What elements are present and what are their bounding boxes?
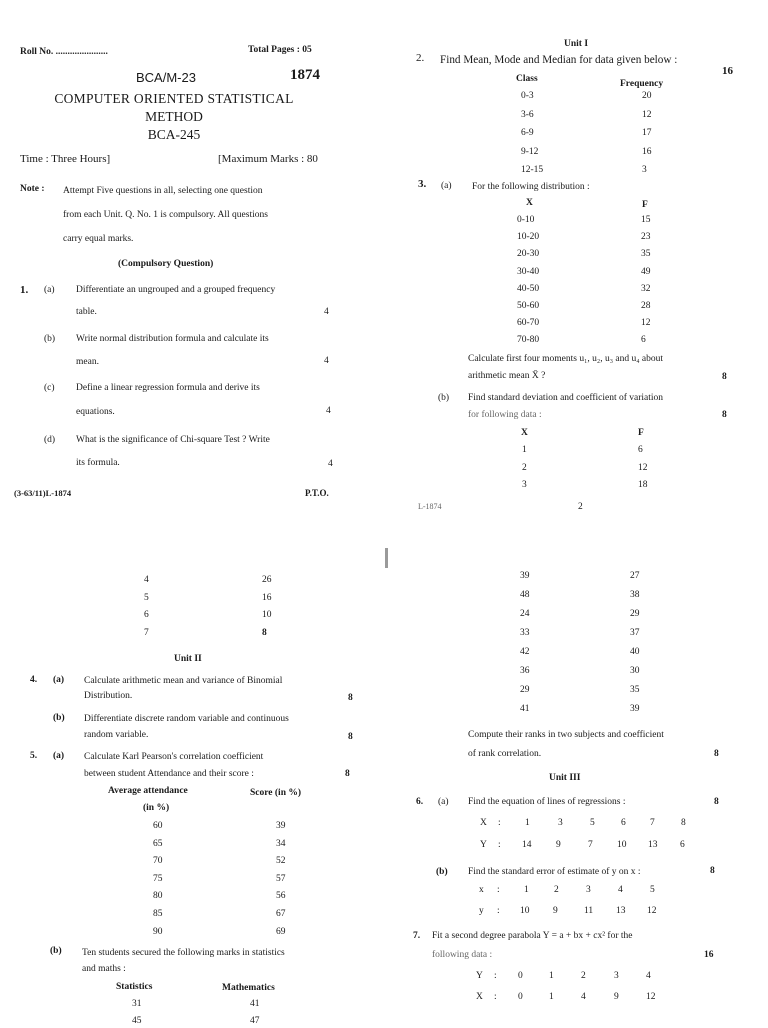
q5a-table-cell: 80 xyxy=(153,891,163,902)
q6a-x-colon: : xyxy=(498,818,501,828)
q7-y-label: Y xyxy=(476,971,483,981)
q4a-line-1: Calculate arithmetic mean and variance of Binomial xyxy=(84,676,283,686)
q3a-table-cell: 40-50 xyxy=(517,283,540,294)
q5a-table-cell: 34 xyxy=(276,838,286,849)
q6a-y-value: 6 xyxy=(680,840,685,850)
q3-number: 3. xyxy=(418,178,427,190)
q5a-header-score: Score (in %) xyxy=(250,788,302,798)
q5-number: 5. xyxy=(30,751,38,761)
q3b-table-cell: 12 xyxy=(638,462,648,473)
q7-y-colon: : xyxy=(494,971,497,981)
q5a-table-cell: 57 xyxy=(276,873,286,884)
q6a-x-value: 6 xyxy=(621,818,626,828)
q3a-table-cell: 28 xyxy=(641,301,651,311)
note-line-1: Attempt Five questions in all, selecting one question xyxy=(63,186,263,196)
q1c-marks: 4 xyxy=(326,406,331,416)
q3b-line-2: for following data : xyxy=(468,410,542,420)
q6a-x-value: 8 xyxy=(681,818,686,828)
q3a-after-line-1: Calculate first four moments u₁, u₂, u₃ and u₄ about xyxy=(468,354,664,364)
q6a-x-value: 7 xyxy=(650,818,655,828)
q5b-continued-cell: 35 xyxy=(630,685,640,695)
q3a-table-cell: 0-10 xyxy=(517,215,535,225)
q3b-continued-cell: 16 xyxy=(262,592,272,603)
q3a-table-cell: 30-40 xyxy=(517,266,540,277)
q1a-label: (a) xyxy=(44,285,55,295)
q3a-header-x: X xyxy=(526,198,533,208)
q7-line-1: Fit a second degree parabola Y = a + bx + cx² for the xyxy=(432,931,633,941)
q1b-label: (b) xyxy=(44,334,56,344)
q3b-line-1: Find standard deviation and coefficient of variation xyxy=(468,393,664,403)
q6a-x-value: 5 xyxy=(590,818,595,828)
q6b-x-colon: : xyxy=(497,885,500,895)
q4b-marks: 8 xyxy=(348,732,353,742)
q3b-continued-cell: 4 xyxy=(144,575,149,585)
q6b-x-value: 3 xyxy=(586,885,591,895)
q6b-y-value: 11 xyxy=(584,906,594,916)
footer-code-2: L-1874 xyxy=(418,502,442,511)
q2-table-cell: 20 xyxy=(642,91,652,101)
time-label: Time : Three Hours] xyxy=(20,153,111,165)
q5a-table-cell: 75 xyxy=(153,873,163,884)
q1b-line-2: mean. xyxy=(76,357,99,367)
q5a-line-1: Calculate Karl Pearson's correlation coefficient xyxy=(84,752,264,762)
q3b-header-f: F xyxy=(638,428,644,438)
q2-header-frequency: Frequency xyxy=(620,79,664,89)
unit-1-heading: Unit I xyxy=(564,39,589,49)
q2-table-cell: 0-3 xyxy=(521,91,534,101)
q6b-x-label: x xyxy=(479,885,484,895)
q5b-header-mathematics: Mathematics xyxy=(222,983,275,993)
q1a-marks: 4 xyxy=(324,307,329,317)
q3b-table-cell: 1 xyxy=(522,445,527,455)
q5b-table-cell: 47 xyxy=(250,1016,260,1026)
q7-marks: 16 xyxy=(704,950,714,960)
subject-code: BCA-245 xyxy=(147,127,201,142)
q3a-label: (a) xyxy=(441,181,452,191)
q6b-x-value: 2 xyxy=(554,885,559,895)
exam-page-4 xyxy=(388,515,768,1020)
q3a-table-cell: 15 xyxy=(641,215,651,225)
roll-no: Roll No. ...................... xyxy=(20,47,108,57)
q5b-header-statistics: Statistics xyxy=(116,982,153,992)
unit-2-heading: Unit II xyxy=(174,654,202,664)
q6a-x-label: X xyxy=(480,818,487,828)
q7-number: 7. xyxy=(413,931,421,941)
q7-x-value: 0 xyxy=(518,992,523,1002)
q5b-table-cell: 45 xyxy=(132,1016,142,1026)
q3a-table-cell: 50-60 xyxy=(517,301,540,311)
q5b-after-line-2: of rank correlation. xyxy=(468,749,542,759)
q3b-table-cell: 3 xyxy=(522,480,527,490)
q3a-marks: 8 xyxy=(722,372,727,382)
q7-x-colon: : xyxy=(494,992,497,1002)
paper-number: 1874 xyxy=(290,67,320,83)
q6a-x-value: 3 xyxy=(558,818,563,828)
q5b-continued-cell: 24 xyxy=(520,609,530,619)
q6a-y-colon: : xyxy=(498,840,501,850)
q5b-continued-cell: 38 xyxy=(630,590,640,600)
q1b-marks: 4 xyxy=(324,356,329,366)
q3a-table-cell: 32 xyxy=(641,283,651,294)
q5a-table-cell: 65 xyxy=(153,838,163,849)
q7-x-value: 1 xyxy=(549,992,554,1002)
q5a-header-unit: (in %) xyxy=(143,803,170,813)
q4a-marks: 8 xyxy=(348,693,353,703)
footer-code: (3-63/11)L-1874 xyxy=(14,488,72,498)
q2-table-cell: 3-6 xyxy=(521,109,534,120)
q5b-table-cell: 31 xyxy=(132,999,142,1009)
q7-line-2: following data : xyxy=(432,950,493,960)
q1-number: 1. xyxy=(20,284,29,296)
q3a-table-cell: 12 xyxy=(641,318,651,329)
q6a-y-value: 14 xyxy=(522,840,532,850)
q4b-line-1: Differentiate discrete random variable and continuous xyxy=(84,714,289,724)
q6b-text: Find the standard error of estimate of y on x : xyxy=(468,867,641,877)
q4a-label: (a) xyxy=(53,675,65,685)
pto-label: P.T.O. xyxy=(305,488,329,498)
q5b-continued-cell: 27 xyxy=(630,571,640,581)
q3b-continued-cell: 10 xyxy=(262,610,272,620)
q3b-label: (b) xyxy=(438,393,450,403)
q5b-continued-cell: 42 xyxy=(520,647,530,657)
q5b-continued-cell: 41 xyxy=(520,704,530,714)
q5b-table-cell: 41 xyxy=(250,999,260,1009)
q2-table-cell: 12-15 xyxy=(521,165,544,175)
q7-y-value: 1 xyxy=(549,971,554,981)
q2-table-cell: 12 xyxy=(642,109,652,120)
q7-x-value: 9 xyxy=(614,992,619,1002)
q2-text: Find Mean, Mode and Median for data given below : xyxy=(440,54,678,66)
q5b-continued-cell: 48 xyxy=(520,590,530,600)
q3b-continued-cell: 8 xyxy=(262,627,267,638)
q4b-label: (b) xyxy=(53,713,65,723)
paper-title-line2: METHOD xyxy=(145,109,203,124)
q1d-marks: 4 xyxy=(328,459,333,469)
q5a-table-cell: 56 xyxy=(276,891,286,902)
q1b-line-1: Write normal distribution formula and calculate its xyxy=(76,334,269,344)
q5a-table-cell: 67 xyxy=(276,909,286,919)
paper-title-line1: COMPUTER ORIENTED STATISTICAL xyxy=(54,91,294,106)
q3a-text: For the following distribution : xyxy=(472,182,590,192)
q5b-continued-cell: 39 xyxy=(630,704,640,714)
q1c-line-1: Define a linear regression formula and derive its xyxy=(76,383,260,393)
q1d-line-1: What is the significance of Chi-square Test ? Write xyxy=(76,435,270,445)
q5b-continued-cell: 37 xyxy=(630,628,640,638)
q5b-line-2: and maths : xyxy=(82,964,126,974)
q4b-line-2: random variable. xyxy=(84,730,149,740)
q6b-y-value: 13 xyxy=(616,906,626,916)
exam-code: BCA/M-23 xyxy=(136,70,196,85)
q3b-table-cell: 18 xyxy=(638,480,648,490)
q1d-line-2: its formula. xyxy=(76,458,120,468)
q5b-continued-cell: 40 xyxy=(630,647,640,657)
q6a-text: Find the equation of lines of regressions : xyxy=(468,797,626,807)
q3b-table-cell: 2 xyxy=(522,462,527,473)
note-line-3: carry equal marks. xyxy=(63,234,134,244)
q5a-header-attendance: Average attendance xyxy=(108,786,188,796)
q6b-label: (b) xyxy=(436,867,448,877)
exam-page-3 xyxy=(0,515,380,1026)
q5a-table-cell: 39 xyxy=(276,821,286,831)
q3b-table-cell: 6 xyxy=(638,445,643,455)
unit-3-heading: Unit III xyxy=(549,773,581,783)
q1c-label: (c) xyxy=(44,383,55,393)
q5b-continued-cell: 39 xyxy=(520,571,530,581)
q5b-continued-cell: 33 xyxy=(520,628,530,638)
q6a-marks: 8 xyxy=(714,797,719,807)
q5b-marks: 8 xyxy=(714,749,719,759)
q5b-label: (b) xyxy=(50,946,62,956)
q3b-continued-cell: 7 xyxy=(144,627,149,638)
q6a-y-value: 13 xyxy=(648,840,658,850)
q2-header-class: Class xyxy=(516,74,538,84)
q3b-marks: 8 xyxy=(722,410,727,420)
q7-y-value: 3 xyxy=(614,971,619,981)
q1d-label: (d) xyxy=(44,435,56,445)
q3b-continued-cell: 26 xyxy=(262,575,272,585)
q3a-table-cell: 23 xyxy=(641,232,651,243)
q6b-y-label: y xyxy=(479,906,484,916)
q3a-table-cell: 35 xyxy=(641,249,651,260)
exam-page-2 xyxy=(388,0,768,512)
q6b-x-value: 4 xyxy=(618,885,623,895)
q7-x-value: 4 xyxy=(581,992,586,1002)
q1a-line-1: Differentiate an ungrouped and a grouped frequency xyxy=(76,285,276,295)
q7-x-value: 12 xyxy=(646,992,656,1002)
q2-table-cell: 3 xyxy=(642,165,647,175)
q6a-x-value: 1 xyxy=(525,818,530,828)
q3a-header-f: F xyxy=(642,200,648,210)
q5a-line-2: between student Attendance and their score : xyxy=(84,769,254,779)
q5a-table-cell: 85 xyxy=(153,909,163,919)
q3a-table-cell: 49 xyxy=(641,266,651,277)
q2-number: 2. xyxy=(416,52,425,64)
q5b-continued-cell: 29 xyxy=(520,685,530,695)
q6b-y-value: 12 xyxy=(647,906,657,916)
q3a-table-cell: 6 xyxy=(641,335,646,346)
q5b-continued-cell: 36 xyxy=(520,666,530,676)
q3b-header-x: X xyxy=(521,428,528,438)
q5b-after-line-1: Compute their ranks in two subjects and coefficient xyxy=(468,730,664,740)
q3a-table-cell: 20-30 xyxy=(517,249,540,260)
q5b-continued-cell: 29 xyxy=(630,609,640,619)
q3a-table-cell: 10-20 xyxy=(517,232,540,243)
q5a-table-cell: 52 xyxy=(276,856,286,867)
q6b-x-value: 5 xyxy=(650,885,655,895)
q3b-continued-cell: 6 xyxy=(144,610,149,620)
q2-table-cell: 9-12 xyxy=(521,146,539,157)
q1a-line-2: table. xyxy=(76,307,97,317)
q4-number: 4. xyxy=(30,675,38,685)
q5b-continued-cell: 30 xyxy=(630,666,640,676)
q3b-continued-cell: 5 xyxy=(144,592,149,603)
q5a-table-cell: 70 xyxy=(153,856,163,867)
q6b-y-value: 9 xyxy=(553,906,558,916)
q2-table-cell: 17 xyxy=(642,128,652,138)
q6a-y-value: 7 xyxy=(588,840,593,850)
q6b-y-value: 10 xyxy=(520,906,530,916)
q7-x-label: X xyxy=(476,992,483,1002)
q6a-y-label: Y xyxy=(480,840,487,850)
total-pages: Total Pages : 05 xyxy=(248,45,312,55)
q3a-after-line-2: arithmetic mean X̄ ? xyxy=(468,371,546,381)
q6-number: 6. xyxy=(416,797,424,807)
compulsory-heading: (Compulsory Question) xyxy=(118,259,214,269)
q3a-table-cell: 60-70 xyxy=(517,318,540,329)
q5a-table-cell: 90 xyxy=(153,926,163,937)
note-label: Note : xyxy=(20,184,45,194)
q6a-label: (a) xyxy=(438,797,449,807)
q5a-marks: 8 xyxy=(345,769,350,779)
q7-y-value: 0 xyxy=(518,971,523,981)
exam-page-1 xyxy=(0,0,380,505)
q3a-table-cell: 70-80 xyxy=(517,335,540,346)
q6b-y-colon: : xyxy=(497,906,500,916)
q6b-x-value: 1 xyxy=(524,885,529,895)
q2-marks: 16 xyxy=(722,65,733,77)
q6a-y-value: 9 xyxy=(556,840,561,850)
q6a-y-value: 10 xyxy=(617,840,627,850)
q7-y-value: 4 xyxy=(646,971,651,981)
page-number-2: 2 xyxy=(578,502,583,512)
max-marks: [Maximum Marks : 80 xyxy=(218,153,318,165)
q1c-line-2: equations. xyxy=(76,407,115,417)
q5a-table-cell: 69 xyxy=(276,926,286,937)
q6b-marks: 8 xyxy=(710,866,715,876)
q7-y-value: 2 xyxy=(581,971,586,981)
q4a-line-2: Distribution. xyxy=(84,691,133,701)
q2-table-cell: 6-9 xyxy=(521,128,534,138)
q5a-label: (a) xyxy=(53,751,65,761)
q5b-line-1: Ten students secured the following marks in statistics xyxy=(82,948,285,958)
q5a-table-cell: 60 xyxy=(153,821,163,831)
q2-table-cell: 16 xyxy=(642,146,652,157)
note-line-2: from each Unit. Q. No. 1 is compulsory. All questions xyxy=(63,210,268,220)
